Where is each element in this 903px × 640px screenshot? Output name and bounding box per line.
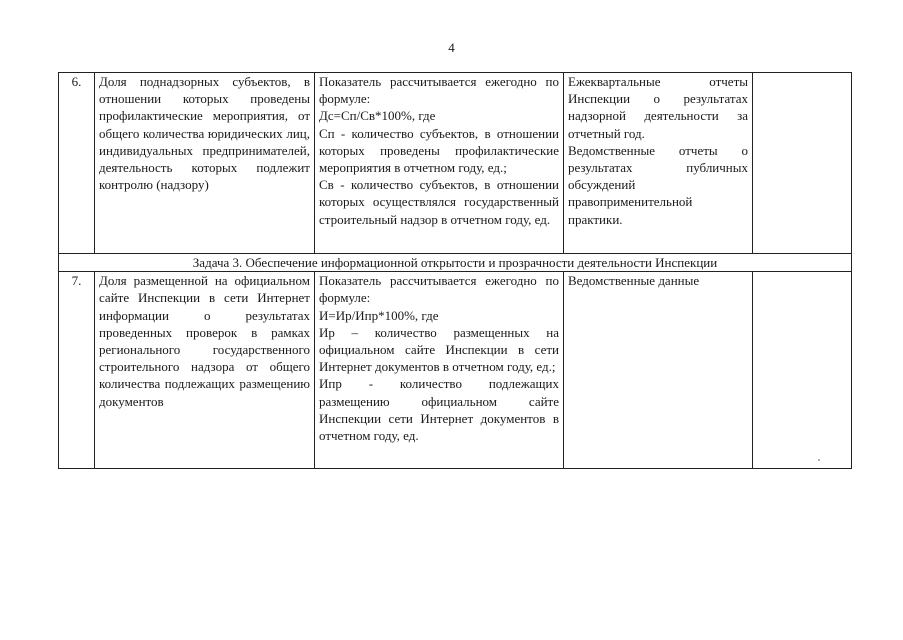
task-row [59,254,852,272]
source-cell [564,272,753,469]
source-line: Ведомственные данные [568,273,700,289]
source-line: Ведомственные отчеты о результатах публичных обсуждений правоприменительной практики. [568,142,748,227]
indicator-cell: Доля поднадзорных субъектов, в отношении которых проведены профилактические мероприятия, от общего количества юридических лиц, индивидуальных предпринимателей, деятельность которых подлежит контролю (надзору) [95,73,315,254]
formula-line: Ипр - количество подлежащих размещению официальном сайте Инспекции сети Интернет документов в отчетном году, ед. [319,376,559,444]
indicator-cell: Доля размещенной на официальном сайте Инспекции в сети Интернет информации о результатах проведенных проверок в рамках регионального государственного строительного надзора от общего количества подлежащих размещению документов [95,272,315,469]
empty-cell [753,73,852,254]
formula-cell [315,73,564,254]
formula-line: Показатель рассчитывается ежегодно по формуле: [319,273,559,306]
row-number: 7. [59,272,95,469]
scan-speck [818,459,820,461]
formula-line: И=Ир/Ипр*100%, где [319,307,439,323]
source-cell [564,73,753,254]
row-number: 6. [59,73,95,254]
table-row [59,272,852,469]
formula-line: Св - количество субъектов, в отношении которых осуществлялся государственный строительный надзор в отчетном году, ед. [319,177,559,227]
formula-cell [315,272,564,469]
formula-line: Показатель рассчитывается ежегодно по формуле: [319,74,559,107]
formula-line: Сп - количество субъектов, в отношении которых проведены профилактические мероприятия в отчетном году, ед.; [319,125,559,176]
indicators-table [58,72,852,469]
formula-line: Дс=Сп/Св*100%, где [319,108,436,124]
table-row [59,73,852,254]
empty-cell [753,272,852,469]
formula-line: Ир – количество размещенных на официальном сайте Инспекции в сети Интернет документов в отчетном году, ед.; [319,324,559,375]
page-number: 4 [448,40,455,55]
task-header: Задача 3. Обеспечение информационной открытости и прозрачности деятельности Инспекции [59,254,852,272]
source-line: Ежеквартальные отчеты Инспекции о результатах надзорной деятельности за отчетный год. [568,74,748,141]
